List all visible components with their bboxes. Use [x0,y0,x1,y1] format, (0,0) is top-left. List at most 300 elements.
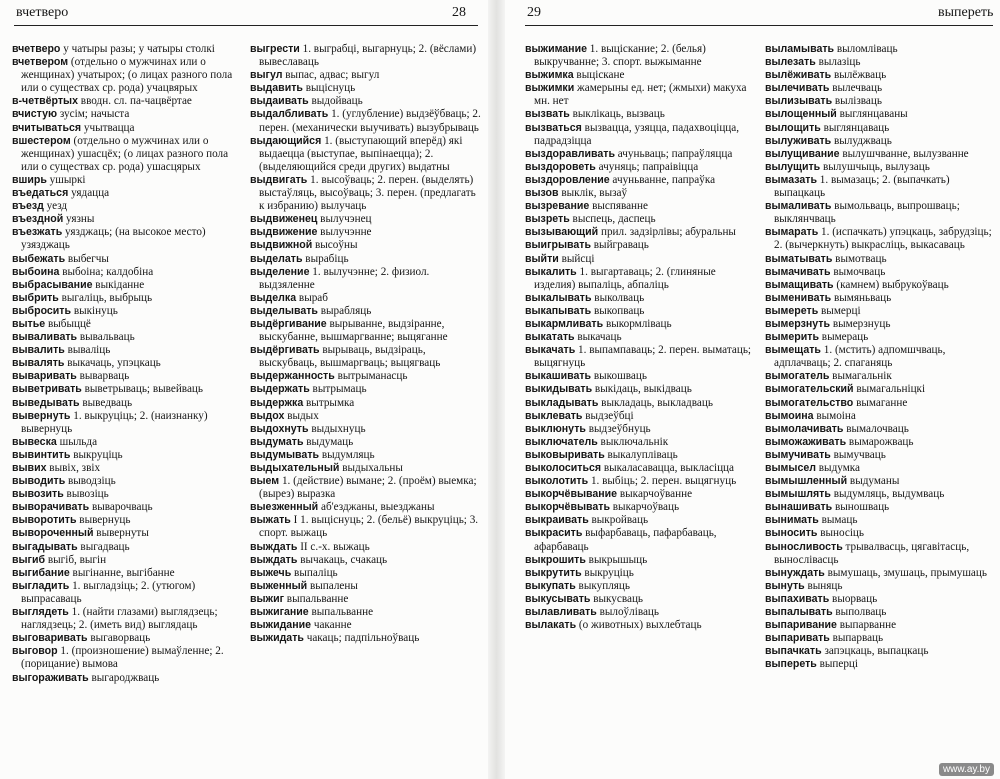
headword: вынашивать [765,501,833,514]
translation: зусім; начыста [59,108,130,121]
translation: уязджаць; (на высокое место) узязджаць [21,226,206,252]
headword: выдохнуть [250,422,309,435]
dictionary-entry [250,462,482,475]
translation: вылушчванне, вылузванне [842,147,969,160]
translation: выпаліць [294,566,338,579]
column-right-2 [765,43,997,773]
translation: выдумляць [321,448,375,461]
headword: выдержать [250,383,310,396]
dictionary-entry [12,410,240,436]
dictionary-entry [12,541,240,554]
dictionary-entry [250,318,482,344]
translation: выветрываць; вывейваць [84,383,203,396]
translation: выгаворваць [90,632,151,645]
headword: вшестером [12,134,71,147]
dictionary-entry [765,108,997,121]
translation: вымераць [821,331,869,344]
headword: въезд [12,200,44,213]
dictionary-entry [250,475,482,501]
translation: вводн. сл. па-чацвёртае [80,95,192,108]
headword: выдаивать [250,95,309,108]
dictionary-entry [525,266,753,292]
headword: вылакать [525,619,577,632]
translation: выдумка [818,462,861,474]
headword: въедаться [12,187,69,200]
dictionary-entry [765,292,997,305]
headword: выздоровление [525,173,610,186]
dictionary-entry [250,567,482,580]
headword: вывороченный [12,527,94,540]
dictionary-entry [12,462,240,475]
headword: выйти [525,252,559,265]
dictionary-entry [12,449,240,462]
translation: 1. высоўваць; 2. перен. (выделять) выстаўляць, высоўваць; 3. перен. (предлагать к избранию) вылучаць [259,173,476,213]
headword: выжимание [525,43,587,55]
dictionary-entry [525,488,753,501]
headword: выигрывать [525,239,591,252]
headword: выдающийся [250,134,322,147]
translation: высоўны [315,239,358,252]
headword: вымаливать [765,200,832,213]
headword: выжимки [525,82,575,95]
headword: выкусывать [525,592,591,605]
dictionary-entry [12,344,240,357]
headword: вынуждать [765,566,825,579]
headword: вымарать [765,226,819,239]
headword: выбежать [12,252,66,265]
headword: выкидывать [525,383,593,396]
dictionary-entry [525,226,753,239]
translation: I 1. выціснуць; 2. (бельё) выкруціць; 3. спорт. выжаць [259,514,479,540]
headword: вывинтить [12,448,71,461]
translation: вымаць [821,514,858,527]
dictionary-entry [250,619,482,632]
headword: вызваться [525,121,582,134]
translation: выфарбаваць, пафарбаваць, афарбаваць [534,527,717,553]
dictionary-entry [765,449,997,462]
headword: выделение [250,265,310,278]
translation: у чатыры разы; у чатыры столкі [63,43,215,55]
headword: выгладить [12,579,70,592]
translation: учытвацца [83,121,135,134]
headword: выламывать [765,43,835,55]
headword: выключатель [525,435,598,448]
translation: выгадваць [80,540,130,553]
headword: вымогательство [765,396,854,409]
headword: выносить [765,527,818,540]
translation: 1. выкруціць; 2. (наизнанку) вывернуць [21,409,208,435]
dictionary-entry [12,527,240,540]
translation: выкройваць [591,514,649,527]
translation: выключальнік [600,435,669,448]
dictionary-entry [525,514,753,527]
headword: вылощить [765,121,821,134]
translation: выгароджваць [91,671,160,684]
dictionary-entry [12,370,240,383]
headword: выжидать [250,632,304,645]
headword: выветривать [12,383,82,396]
headword: выдумывать [250,448,320,461]
dictionary-entry [765,580,997,593]
translation: вычакаць, счакаць [300,553,388,566]
dictionary-entry [12,253,240,266]
dictionary-entry [765,69,997,82]
translation: вываліць [67,344,111,357]
translation: выколваць [594,291,645,304]
translation: выняць [807,579,843,592]
translation: прил. задзірлівы; абуральны [600,226,736,239]
translation: выдумаць [306,435,354,448]
translation: ушыркі [49,173,86,186]
dictionary-entry [12,95,240,108]
dictionary-entry [12,554,240,567]
dictionary-entry [765,567,997,580]
dictionary-entry [525,148,753,161]
headword: вымысел [765,462,816,474]
headword: выжечь [250,566,292,579]
headword: выкапывать [525,304,592,317]
dictionary-entry [765,82,997,95]
headword: выделывать [250,304,318,317]
translation: выпальванне [311,606,374,619]
translation: вымольваць, выпрошваць; выклянчваць [774,200,960,226]
translation: (камнем) выбрукоўваць [836,278,949,291]
dictionary-entry [525,239,753,252]
dictionary-entry [250,593,482,606]
translation: вылоўліваць [599,606,660,619]
headword: вызреть [525,213,570,226]
dictionary-entry [525,305,753,318]
translation: 1. вылучэнне; 2. физиол. выдзяленне [259,265,430,291]
translation: выклік, вызаў [561,187,628,200]
dictionary-entry [765,619,997,632]
translation: выорваць [832,592,878,605]
dictionary-entry [525,527,753,553]
dictionary-entry [12,580,240,606]
headword: выем [250,475,280,488]
translation: выведваць [82,396,133,409]
dictionary-entry [250,69,482,82]
headword: выкупать [525,579,576,592]
dictionary-entry [525,475,753,488]
translation: выполваць [835,606,887,619]
translation: 1. (углубление) выдзёўбваць; 2. перен. (механически выучивать) вызубрываць [259,108,481,134]
headword: выглядеть [12,606,69,619]
dictionary-entry [765,462,997,475]
dictionary-entry [765,318,997,331]
dictionary-entry [525,344,753,370]
translation: выспяванне [592,200,648,213]
dictionary-entry [250,514,482,540]
dictionary-entry [12,501,240,514]
headword: выжиг [250,592,284,605]
dictionary-entry [525,161,753,174]
dictionary-entry [525,43,753,69]
translation: выкормліваць [605,317,672,330]
dictionary-entry [250,135,482,174]
headword: выжигание [250,606,309,619]
translation: вывозіць [66,488,109,501]
dictionary-entry [765,279,997,292]
headword: выженный [250,579,308,592]
translation: выспець, даспець [572,213,656,226]
headword: вымещать [765,344,821,357]
headword: выкрутить [525,566,582,579]
translation: выдзеўбнуць [588,422,651,435]
dictionary-entry [12,135,240,174]
translation: вылушчыць, вылузаць [823,160,930,173]
dictionary-entry [250,82,482,95]
translation: выпальванне [286,592,349,605]
headword: выбросить [12,304,72,317]
translation: выкупляць [578,579,631,592]
translation: вывіх, звіх [49,462,101,474]
dictionary-entry [525,370,753,383]
translation: вырываць, выдзіраць, выскубваць, вышмаргваць; выцягваць [259,344,441,370]
dictionary-entry [12,56,240,95]
dictionary-entry [765,122,997,135]
translation: выціснуць [305,82,356,95]
translation: чаканне [313,619,352,632]
dictionary-entry [525,567,753,580]
headword: выгрести [250,43,300,55]
headword: вымерить [765,331,819,344]
translation: выкладаць, выкладваць [601,396,713,409]
dictionary-entry [525,501,753,514]
headword: вызвать [525,108,570,121]
dictionary-entry [250,410,482,423]
dictionary-entry [250,239,482,252]
translation: выгаліць, выбрыць [61,291,153,304]
headword: вылёживать [765,69,832,82]
headword: выезженный [250,501,319,514]
headword: вчетверо [12,43,61,55]
dictionary-entry [525,122,753,148]
translation: вылуджваць [833,134,892,147]
translation: запэцкаць, выпацкаць [824,645,929,658]
dictionary-entry [250,501,482,514]
headword: вымышлять [765,488,831,501]
translation: выкаласавацца, выкласіцца [603,462,735,474]
translation: вылучэнец [320,213,372,226]
dictionary-entry [765,410,997,423]
dictionary-entry [765,135,997,148]
headword: вызов [525,187,559,200]
translation: выперці [819,658,859,671]
translation: выбегчы [67,252,109,265]
dictionary-entry [250,370,482,383]
dictionary-entry [12,174,240,187]
dictionary-entry [525,331,753,344]
dictionary-entry [250,397,482,410]
dictionary-entry [525,200,753,213]
dictionary-entry [12,318,240,331]
headword: выжидание [250,619,312,632]
dictionary-entry [765,43,997,56]
headword: выворотить [12,514,77,527]
dictionary-entry [525,436,753,449]
translation: (о животных) выхлебтаць [578,619,702,632]
translation: выдуманы [849,475,900,488]
headword: вынуть [765,579,805,592]
headword: выдёргивать [250,344,320,357]
dictionary-entry [250,449,482,462]
translation: вывальваць [79,331,135,344]
headword: выждать [250,540,298,553]
headword: выкалывать [525,291,592,304]
translation: вылазіць [818,56,861,69]
dictionary-entry [12,436,240,449]
headword: выкрасить [525,527,583,540]
headword: вымерзнуть [765,317,831,330]
column-left-2 [250,43,482,773]
dictionary-entry [525,108,753,121]
headword: выбрить [12,291,59,304]
headword: выгибание [12,566,70,579]
translation: 1. (произношение) вымаўленне; 2. (порицание) вымова [21,645,224,671]
translation: 1. (найти глазами) выглядзець; наглядзець; 2. (иметь вид) выглядаць [21,606,218,632]
headword: выдвижение [250,226,318,239]
dictionary-entry [525,423,753,436]
headword: выздоравливать [525,147,615,160]
headword: вылечивать [765,82,830,95]
dictionary-entry [12,122,240,135]
dictionary-entry [250,108,482,134]
translation: аб'езджаны, выезджаны [321,501,435,514]
translation: выгінанне, выгібанне [72,566,175,579]
translation: 1. выбіць; 2. перен. выцягнуць [590,475,737,488]
headword: выгадывать [12,540,78,553]
dictionary-entry [250,305,482,318]
dictionary-entry [12,357,240,370]
dictionary-entry [250,174,482,213]
dictionary-entry [525,69,753,82]
dictionary-entry [12,632,240,645]
translation: выпас, адвас; выгул [285,69,380,82]
dictionary-entry [12,266,240,279]
headword: выдавить [250,82,303,95]
dictionary-entry [250,436,482,449]
translation: вымерзнуць [832,317,891,330]
translation: выкрышыць [588,553,648,566]
translation: выносіць [820,527,865,540]
headword: вылизывать [765,95,833,108]
translation: шыльда [59,435,98,448]
headword: вытье [12,317,46,330]
translation: выломліваць [836,43,898,55]
translation: 1. (испачкать) упэцкаць, забрудзіць; 2. (вычеркнуть) выкрасліць, выкасаваць [774,226,992,252]
dictionary-entry [525,253,753,266]
headword: вылощенный [765,108,837,121]
headword: выжимка [525,69,574,82]
dictionary-entry [525,593,753,606]
dictionary-entry [765,370,997,383]
translation: уезд [46,200,68,213]
dictionary-entry [250,423,482,436]
headword: выделать [250,252,303,265]
translation: выводзіць [68,475,116,488]
dictionary-entry [525,462,753,475]
translation: 1. выгартаваць; 2. (глиняные изделия) выпаліць, абпаліць [534,265,716,291]
translation: выклікаць, вызваць [572,108,665,121]
translation: выдумляць, выдумваць [833,488,945,501]
translation: выкалупліваць [607,448,678,461]
translation: вылізваць [834,95,882,108]
dictionary-entry [12,672,240,685]
dictionary-entry [12,200,240,213]
book-gutter [488,0,505,779]
headword: выдвиженец [250,213,318,226]
headword: выклевать [525,409,583,422]
translation: вылёжваць [833,69,887,82]
translation: выпарваць [832,632,884,645]
headword: выколотить [525,475,589,488]
dictionary-entry [250,541,482,554]
translation: выбыццё [47,317,91,330]
translation: вымагальніцкі [856,383,926,396]
dictionary-entry [525,213,753,226]
headword: выдержка [250,396,304,409]
translation: выгіб, выгін [47,553,107,566]
translation: вытрымаць [312,383,367,396]
headword: вылущивание [765,147,840,160]
headword: выдержанность [250,370,335,383]
translation: выкопваць [593,304,645,317]
headword: выговор [12,645,58,658]
translation: вытрыманасць [337,370,408,383]
translation: вырыванне, выдзіранне, выскубанне, вышмаргванне; выцяганне [259,317,448,344]
column-left-1 [12,43,240,773]
translation: чакаць; падпільноўваць [306,632,420,645]
translation: выйсці [561,252,595,265]
dictionary-entry [765,56,997,69]
translation: выкіданне [95,278,145,291]
dictionary-entry [765,436,997,449]
headword: выматывать [765,252,833,265]
dictionary-entry [12,292,240,305]
translation: II с.-х. выжаць [300,540,370,553]
translation: выкошваць [593,370,647,383]
headword: вымолачивать [765,422,844,435]
page-number: 28 [452,5,466,20]
dictionary-entry [12,488,240,501]
headword: выдалбливать [250,108,329,121]
right-page [505,0,1000,779]
translation: выкусваць [593,592,644,605]
translation: вылечваць [832,82,883,95]
dictionary-entry [765,501,997,514]
headword: выдвигать [250,173,308,186]
dictionary-entry [525,187,753,200]
translation: вымочваць [833,265,886,278]
headword: выдох [250,409,285,422]
headword: выносливость [765,540,843,553]
headword: выговаривать [12,632,88,645]
dictionary-entry [12,383,240,396]
dictionary-entry [250,292,482,305]
headword: в-четвёртых [12,95,78,108]
dictionary-entry [525,449,753,462]
translation: уядацца [71,187,110,200]
translation: выдойваць [311,95,363,108]
headword: выдыхательный [250,462,340,474]
headword: выводить [12,475,66,488]
dictionary-entry [765,266,997,279]
translation: выціскане [576,69,625,82]
headword: выпахивать [765,592,830,605]
translation: выкідаць, выкідваць [594,383,692,396]
headword: выделка [250,291,297,304]
